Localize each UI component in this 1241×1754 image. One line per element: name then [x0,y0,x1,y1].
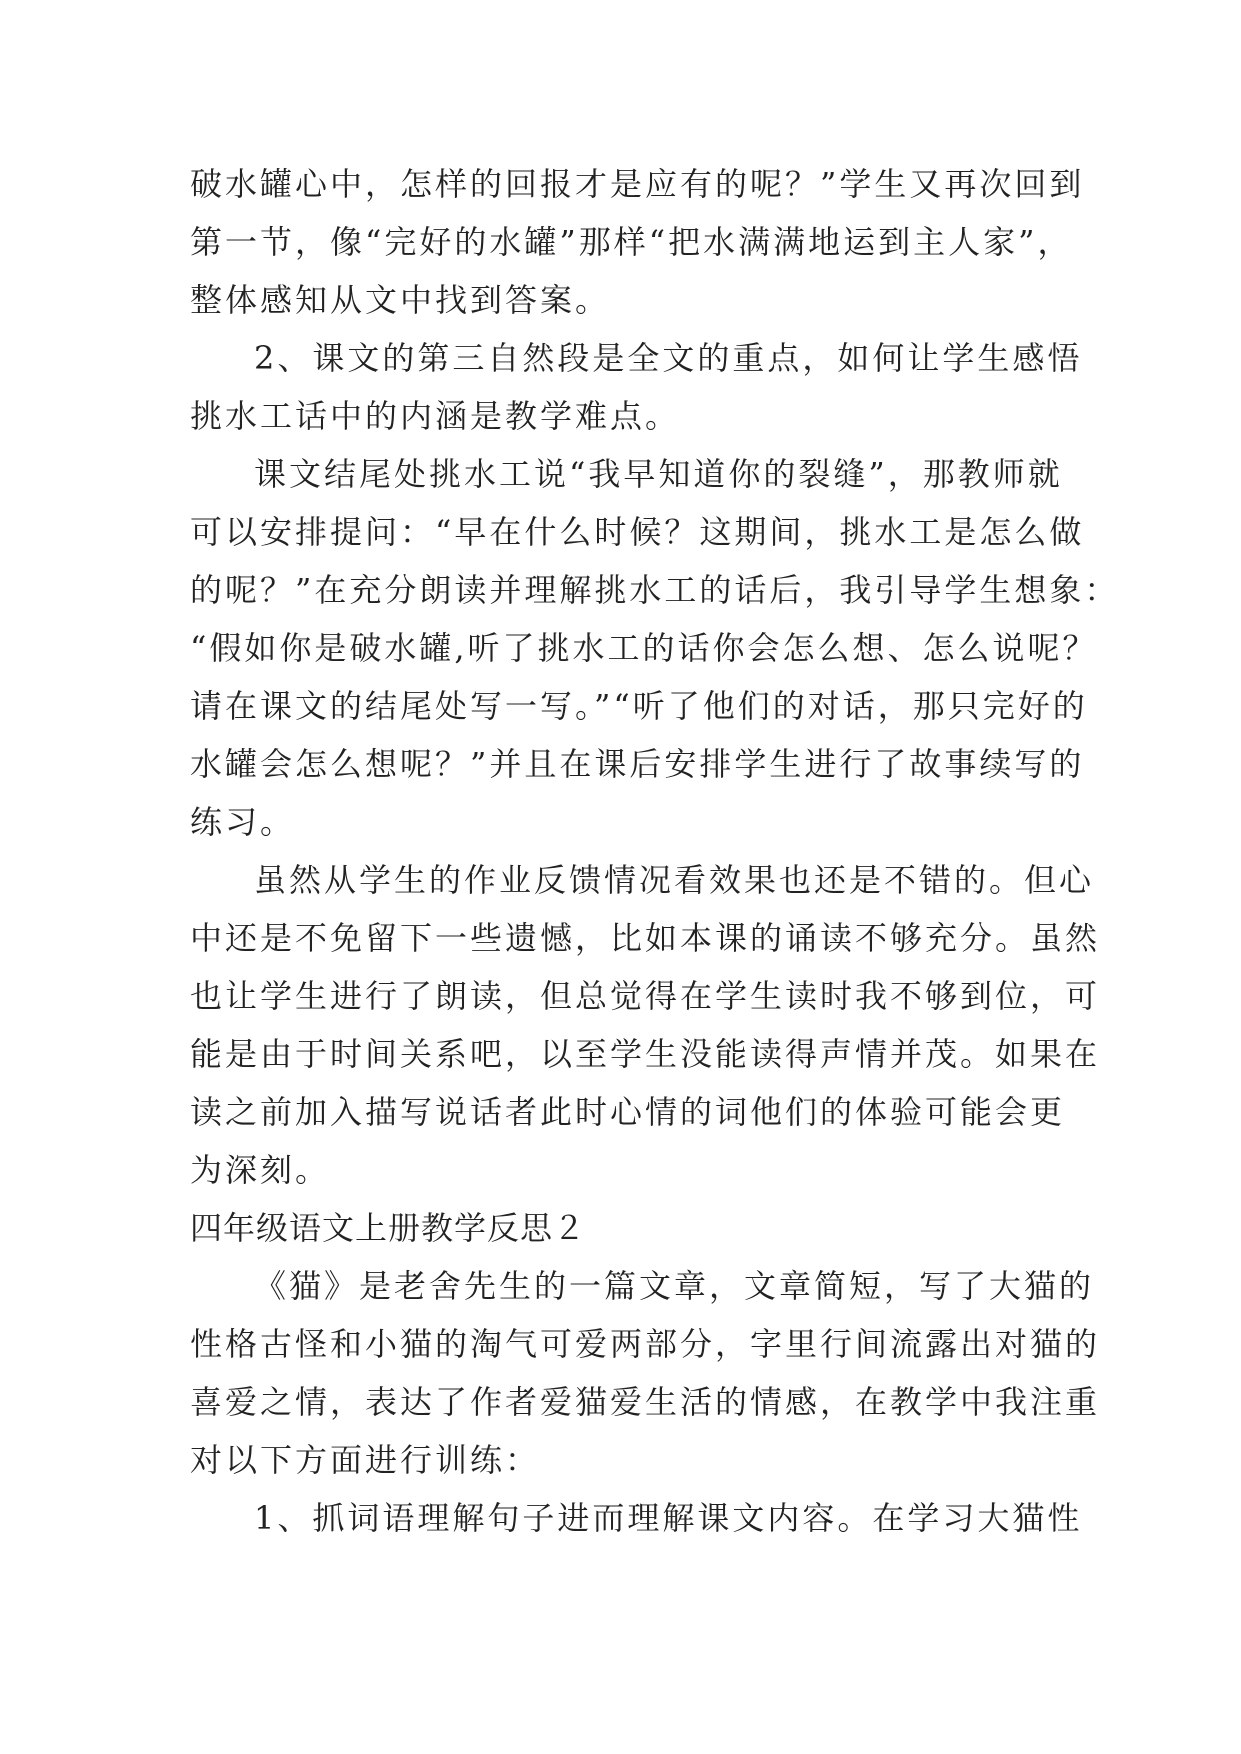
text-line: 性格古怪和小猫的淘气可爱两部分，字里行间流露出对猫的 [190,1325,1101,1363]
text-line: 虽然从学生的作业反馈情况看效果也还是不错的。但心 [254,861,1095,899]
section-heading: 四年级语文上册教学反思２ [190,1209,587,1247]
text-line: 喜爱之情，表达了作者爱猫爱生活的情感，在教学中我注重 [190,1383,1101,1421]
paragraph [190,329,1083,445]
text-line: 的呢？”在充分朗读并理解挑水工的话后，我引导学生想象： [190,571,1120,609]
text-line: 《猫》是老舍先生的一篇文章，文章简短，写了大猫的 [254,1267,1095,1305]
paragraph [190,851,1101,1199]
text-line: 课文结尾处挑水工说“我早知道你的裂缝”，那教师就 [254,455,1063,493]
text-line: 2、课文的第三自然段是全文的重点，如何让学生感悟 [254,339,1083,377]
text-line: 中还是不免留下一些遗憾，比如本课的诵读不够充分。虽然 [190,919,1101,957]
text-line: 水罐会怎么想呢？”并且在课后安排学生进行了故事续写的 [190,745,1085,783]
text-line: 也让学生进行了朗读，但总觉得在学生读时我不够到位，可 [190,977,1101,1015]
paragraph [190,445,1120,851]
document-body [190,155,1120,1547]
text-line: 整体感知从文中找到答案。 [190,281,611,319]
text-line: 可以安排提问：“早在什么时候？这期间，挑水工是怎么做 [190,513,1085,551]
text-line: 请在课文的结尾处写一写。”“听了他们的对话，那只完好的 [190,687,1088,725]
text-line: 第一节，像“完好的水罐”那样“把水满满地运到主人家”， [190,223,1073,261]
text-line: 挑水工话中的内涵是教学难点。 [190,397,681,435]
text-line: 读之前加入描写说话者此时心情的词他们的体验可能会更 [190,1093,1066,1131]
paragraph [190,155,1085,329]
text-line: “假如你是破水罐,听了挑水工的话你会怎么想、怎么说呢？ [190,629,1098,667]
text-line: 破水罐心中，怎样的回报才是应有的呢？”学生又再次回到 [190,165,1085,203]
paragraph [190,1489,1083,1547]
text-line: 为深刻。 [190,1151,331,1189]
text-line: 练习。 [190,803,296,841]
text-line: 对以下方面进行训练： [190,1441,541,1479]
text-line: 能是由于时间关系吧，以至学生没能读得声情并茂。如果在 [190,1035,1101,1073]
text-line: 1、抓词语理解句子进而理解课文内容。在学习大猫性 [254,1499,1083,1537]
paragraph [190,1257,1101,1489]
